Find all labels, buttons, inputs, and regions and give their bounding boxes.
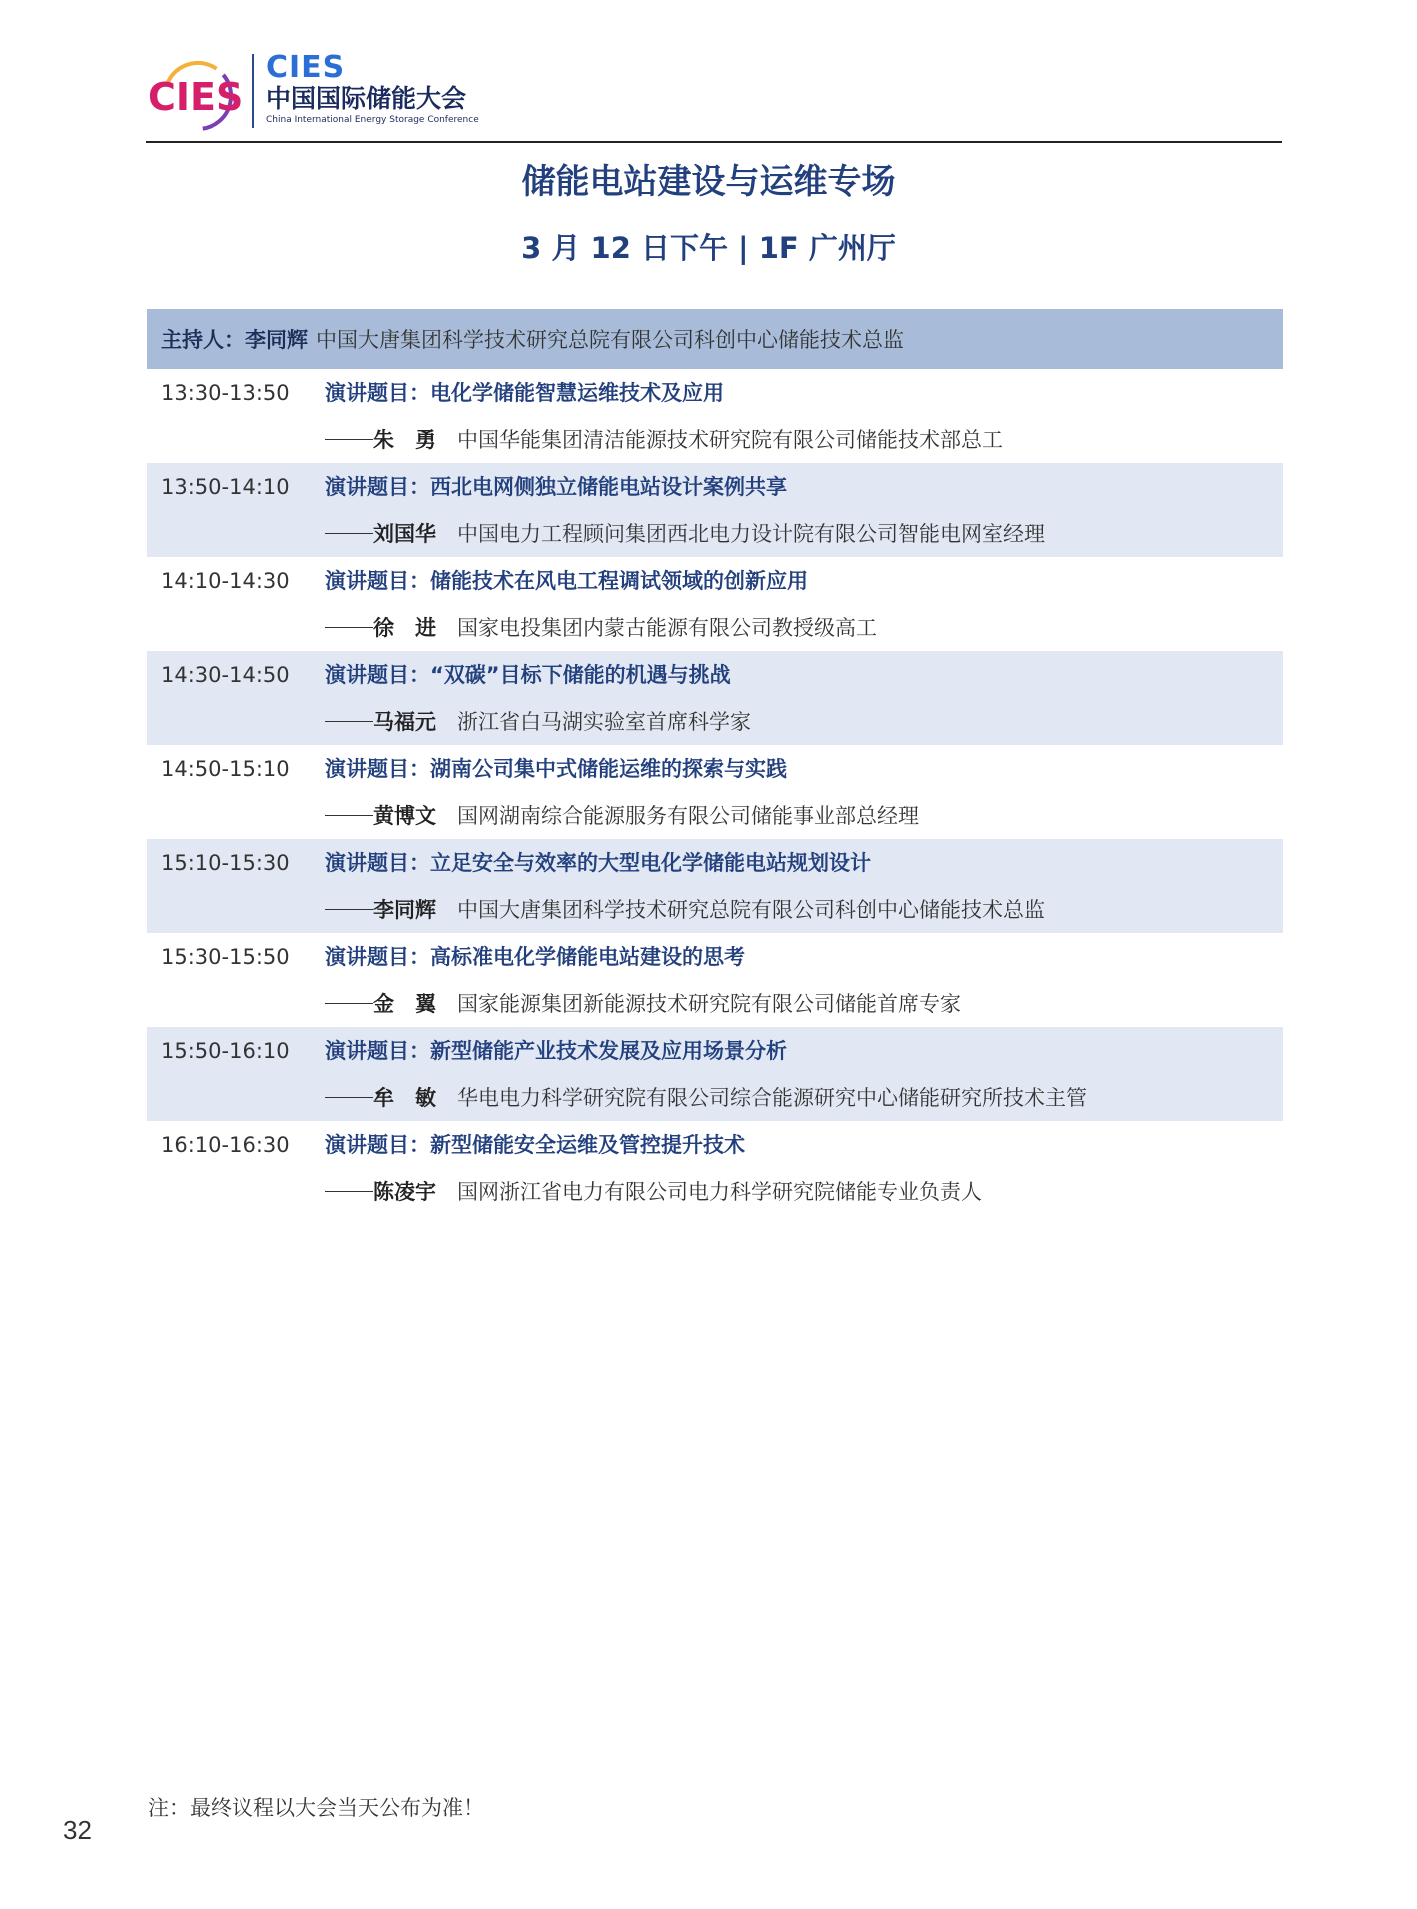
speaker-name: 刘国华 xyxy=(373,522,436,546)
header-rule xyxy=(146,141,1282,143)
svg-text:CIES: CIES xyxy=(148,75,244,119)
session-row xyxy=(147,369,1283,463)
session-time: 16:10-16:30 xyxy=(161,1133,290,1157)
session-speaker-line xyxy=(325,802,919,830)
session-speaker-line xyxy=(325,614,877,642)
logo-abbr: CIES xyxy=(266,50,346,85)
session-row xyxy=(147,651,1283,745)
dash-line xyxy=(325,909,373,910)
session-speaker-line xyxy=(325,426,1003,454)
speaker-name: 马福元 xyxy=(373,710,436,734)
speaker-org: 中国华能集团清洁能源技术研究院有限公司储能技术部总工 xyxy=(457,428,1003,452)
session-time: 13:50-14:10 xyxy=(161,475,290,499)
session-speaker-line xyxy=(325,1084,1087,1112)
agenda-table xyxy=(147,309,1283,1215)
dash-line xyxy=(325,627,373,628)
page-number: 32 xyxy=(63,1815,92,1845)
dash-line xyxy=(325,1191,373,1192)
speaker-org: 中国大唐集团科学技术研究总院有限公司科创中心储能技术总监 xyxy=(457,898,1045,922)
session-topic: 演讲题目：电化学储能智慧运维技术及应用 xyxy=(325,381,724,405)
session-topic: 演讲题目：储能技术在风电工程调试领域的创新应用 xyxy=(325,569,808,593)
session-time: 13:30-13:50 xyxy=(161,381,290,405)
speaker-org: 国网湖南综合能源服务有限公司储能事业部总经理 xyxy=(457,804,919,828)
dash-line xyxy=(325,721,373,722)
speaker-org: 国网浙江省电力有限公司电力科学研究院储能专业负责人 xyxy=(457,1180,982,1204)
session-speaker-line xyxy=(325,990,961,1018)
session-topic: 演讲题目：高标准电化学储能电站建设的思考 xyxy=(325,945,745,969)
session-list xyxy=(147,369,1283,1215)
session-topic: 演讲题目：西北电网侧独立储能电站设计案例共享 xyxy=(325,475,787,499)
dash-line xyxy=(325,1003,373,1004)
session-time: 14:10-14:30 xyxy=(161,569,290,593)
host-row xyxy=(147,309,1283,369)
session-row xyxy=(147,745,1283,839)
host-title: 中国大唐集团科学技术研究总院有限公司科创中心储能技术总监 xyxy=(316,328,904,352)
session-time: 15:50-16:10 xyxy=(161,1039,290,1063)
session-row xyxy=(147,1121,1283,1215)
speaker-org: 国家电投集团内蒙古能源有限公司教授级高工 xyxy=(457,616,877,640)
session-speaker-line xyxy=(325,708,751,736)
speaker-name: 朱 勇 xyxy=(373,428,436,452)
speaker-name: 徐 进 xyxy=(373,616,436,640)
host-name: 李同辉 xyxy=(245,328,308,352)
session-row xyxy=(147,1027,1283,1121)
session-speaker-line xyxy=(325,1178,982,1206)
speaker-org: 国家能源集团新能源技术研究院有限公司储能首席专家 xyxy=(457,992,961,1016)
speaker-name: 李同辉 xyxy=(373,898,436,922)
dash-line xyxy=(325,1097,373,1098)
session-topic: 演讲题目：新型储能产业技术发展及应用场景分析 xyxy=(325,1039,787,1063)
session-speaker-line xyxy=(325,520,1045,548)
session-time: 14:50-15:10 xyxy=(161,757,290,781)
page-title: 储能电站建设与运维专场 xyxy=(521,162,896,202)
host-label: 主持人： xyxy=(161,328,245,352)
session-topic: 演讲题目：“双碳”目标下储能的机遇与挑战 xyxy=(325,663,731,687)
dash-line xyxy=(325,439,373,440)
page-header xyxy=(146,50,1282,142)
session-row xyxy=(147,463,1283,557)
dash-line xyxy=(325,815,373,816)
speaker-name: 陈凌宇 xyxy=(373,1180,436,1204)
logo-english-name: China International Energy Storage Conference xyxy=(266,115,479,125)
session-row xyxy=(147,933,1283,1027)
session-time: 15:10-15:30 xyxy=(161,851,290,875)
dash-line xyxy=(325,533,373,534)
logo-divider xyxy=(252,54,254,128)
speaker-name: 黄博文 xyxy=(373,804,436,828)
session-row xyxy=(147,557,1283,651)
session-time: 14:30-14:50 xyxy=(161,663,290,687)
session-row xyxy=(147,839,1283,933)
speaker-org: 中国电力工程顾问集团西北电力设计院有限公司智能电网室经理 xyxy=(457,522,1045,546)
logo-text xyxy=(266,52,479,126)
session-topic: 演讲题目：立足安全与效率的大型电化学储能电站规划设计 xyxy=(325,851,871,875)
logo-chinese-name: 中国国际储能大会 xyxy=(266,84,467,113)
speaker-org: 浙江省白马湖实验室首席科学家 xyxy=(457,710,751,734)
session-speaker-line xyxy=(325,896,1045,924)
speaker-org: 华电电力科学研究院有限公司综合能源研究中心储能研究所技术主管 xyxy=(457,1086,1087,1110)
cies-logo-icon xyxy=(146,58,246,134)
speaker-name: 牟 敏 xyxy=(373,1086,436,1110)
session-time: 15:30-15:50 xyxy=(161,945,290,969)
footnote: 注：最终议程以大会当天公布为准！ xyxy=(148,1796,484,1820)
session-topic: 演讲题目：新型储能安全运维及管控提升技术 xyxy=(325,1133,745,1157)
speaker-name: 金 翼 xyxy=(373,992,436,1016)
session-topic: 演讲题目：湖南公司集中式储能运维的探索与实践 xyxy=(325,757,787,781)
page-subtitle: 3 月 12 日下午 | 1F 广州厅 xyxy=(521,231,896,265)
